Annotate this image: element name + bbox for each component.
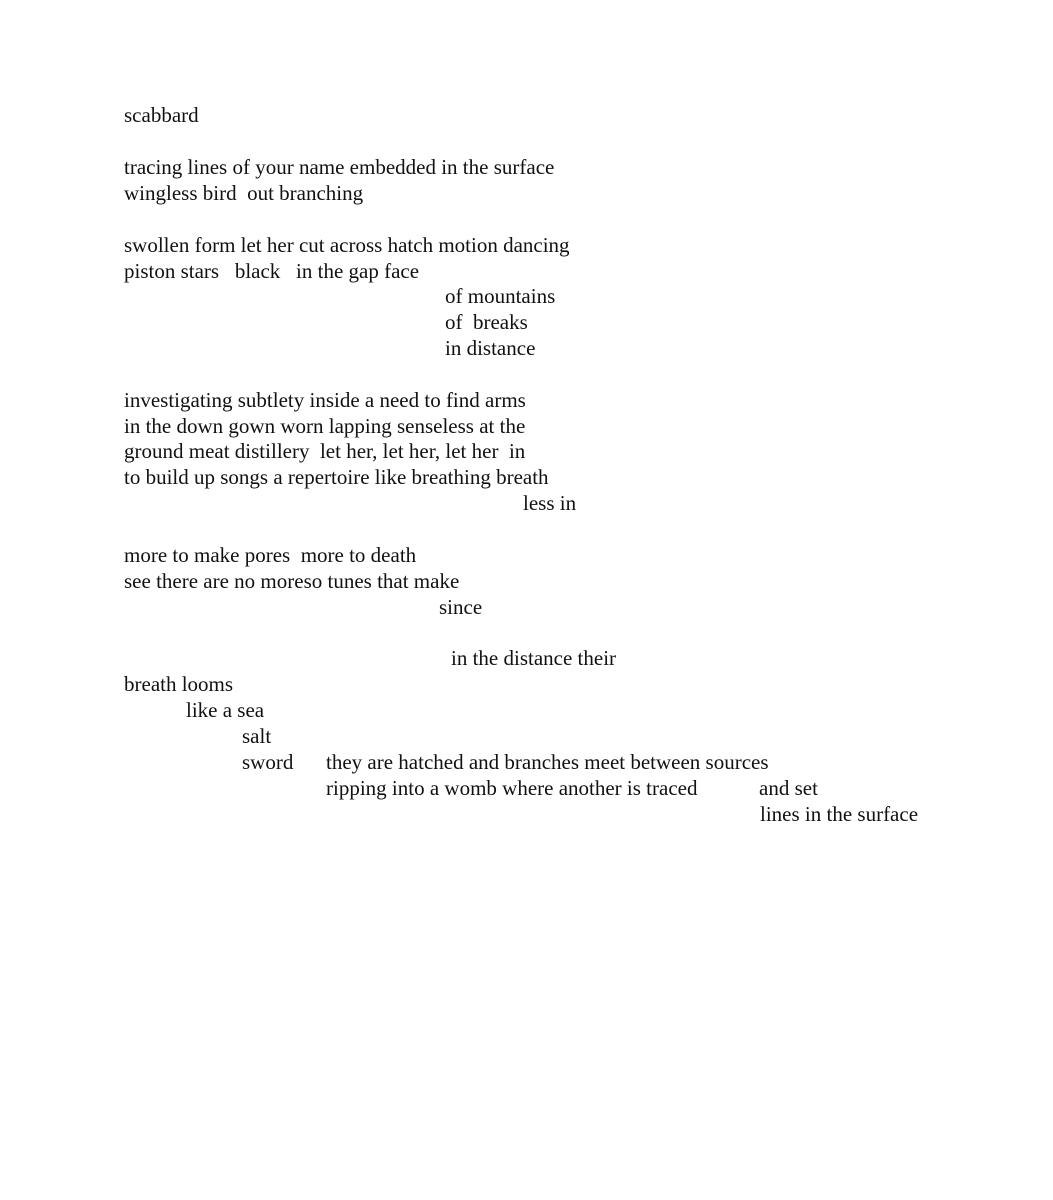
poem-word: sword	[242, 750, 294, 774]
poem-line: lines in the surface	[760, 802, 919, 826]
poem-word: and set	[759, 776, 818, 800]
poem-line: see there are no moreso tunes that make	[124, 569, 460, 593]
poem-line: salt	[242, 724, 272, 748]
poem-line: in the down gown worn lapping senseless at the	[124, 414, 526, 438]
poem-title: scabbard	[124, 103, 199, 127]
poem-line: piston stars black in the gap face	[124, 259, 420, 283]
poem-line: more to make pores more to death	[124, 543, 417, 567]
poem-line: tracing lines of your name embedded in the surface	[124, 155, 555, 179]
poem-line: to build up songs a repertoire like breathing breath	[124, 465, 549, 489]
poem-line: ground meat distillery let her, let her, let her in	[124, 439, 526, 463]
poem-line: since	[439, 595, 483, 619]
poem-line: like a sea	[186, 698, 265, 722]
poem-line: in the distance their	[451, 646, 617, 670]
poem-line: wingless bird out branching	[124, 181, 364, 205]
poem-line: investigating subtlety inside a need to find arms	[124, 388, 526, 412]
poem-line: in distance	[445, 336, 536, 360]
poem-line: less in	[523, 491, 577, 515]
poem-line: of mountains	[445, 284, 556, 308]
poem-line: breath looms	[124, 672, 234, 696]
poem-line: ripping into a womb where another is traced	[326, 776, 698, 800]
poem-line: of breaks	[445, 310, 528, 334]
poem-line: they are hatched and branches meet between sources	[326, 750, 769, 774]
poem-line: swollen form let her cut across hatch motion dancing	[124, 233, 570, 257]
